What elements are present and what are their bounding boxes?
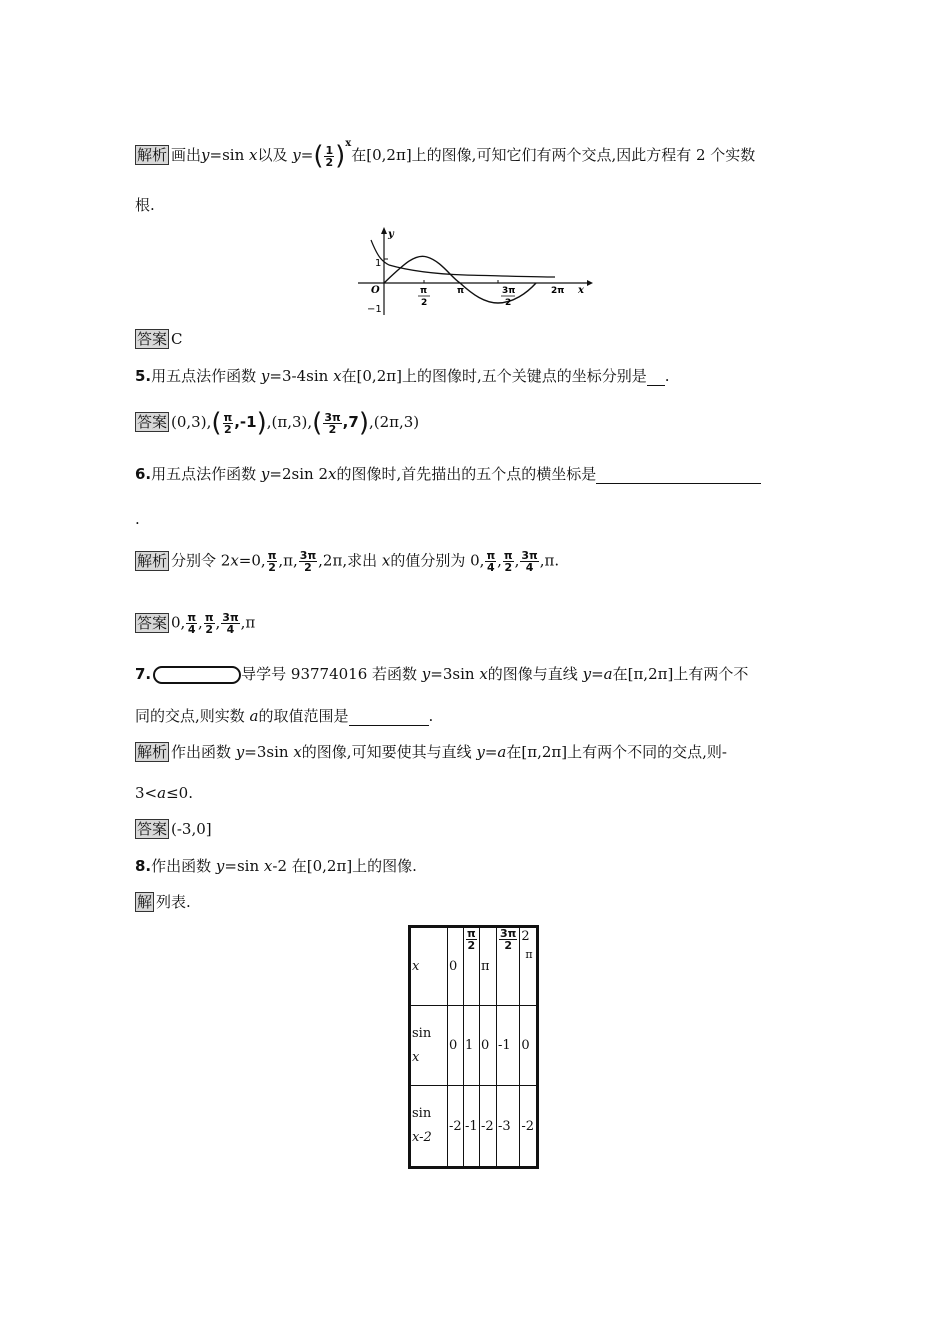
y-label: y (388, 229, 394, 240)
x-tick-pi-half-den: 2 (421, 298, 428, 308)
table-row: sin x-2 -2 -1 -2 -3 -2 (410, 1086, 538, 1168)
question-6-dot: . (135, 510, 140, 528)
answer-blank (349, 711, 429, 726)
answer-tag: 答案 (137, 413, 168, 431)
analysis-tag: 解析 (137, 743, 168, 761)
answer-4: 答案 C (137, 330, 183, 348)
table-row: sin x 0 1 0 -1 0 (410, 1006, 538, 1086)
analysis-tag: 解析 (137, 146, 168, 164)
question-5: 5.用五点法作函数 y=3-4sin x在[0,2π]上的图像时,五个关键点的坐标分别是 . (135, 367, 670, 385)
answer-6: 答案 0, $\frac{\pi}{4}$ , $\frac{\pi}{2}$ , $\frac{3\pi}{4}$ ,π (137, 611, 256, 636)
fraction-half: $\frac{1}{2}$ (325, 143, 334, 169)
origin-label: O (371, 285, 380, 296)
exponential-curve (371, 240, 555, 277)
table-row: x 0 $\frac{\pi}{2}$ π $\frac{3\pi}{2}$ 2 π (410, 927, 538, 1006)
answer-tag: 答案 (137, 613, 168, 632)
x-tick-3pi-half-den: 2 (505, 298, 512, 308)
question-8: 8.作出函数 y=sin x-2 在[0,2π]上的图像. (135, 857, 417, 875)
answer-7: 答案 (-3,0] (137, 820, 212, 838)
solution-tag: 解 (137, 893, 153, 911)
x-tick-3pi-half-num: 3π (502, 286, 516, 296)
question-6: 6.用五点法作函数 y=2sin 2x的图像时,首先描出的五个点的横坐标是 (135, 464, 761, 484)
answer-blank (596, 469, 761, 484)
x-label: x (578, 285, 584, 296)
solution-4-line1: 解析 画出y=sin x以及 y=( $\frac{1}{2}$ )$^x$在[0,2π]上的图像,可知它们有两个交点,因此方程有 2 个实数 (137, 138, 756, 171)
y-tick-1: 1 (375, 258, 382, 269)
solution-8: 解 列表. (137, 893, 191, 911)
x-tick-pi: π (457, 286, 465, 296)
sine-exponential-graph (355, 225, 595, 317)
answer-5: 答案 (0,3),( $\frac{\pi}{2}$ ,-1),(π,3),( $\frac{3\pi}{2}$ ,7),(2π,3) (137, 408, 420, 438)
answer-tag: 答案 (137, 330, 168, 348)
answer-blank (647, 371, 665, 386)
x-axis-arrow (587, 280, 593, 286)
question-7-line1: 7. 导学号 93774016 若函数 y=3sin x的图像与直线 y=a在[π,2π]上有两个不 (135, 665, 749, 683)
question-7-line2: 同的交点,则实数 a的取值范围是 . (135, 707, 434, 725)
value-table (408, 925, 539, 1169)
x-tick-pi-half-num: π (420, 286, 428, 296)
y-axis-arrow (381, 227, 387, 234)
y-tick-neg1: −1 (367, 304, 382, 315)
solution-7-line2: 3<a≤0. (135, 784, 193, 802)
badge-pill (153, 666, 241, 684)
analysis-tag: 解析 (137, 551, 168, 570)
solution-6: 解析 分别令 2x=0, $\frac{\pi}{2}$ ,π, $\frac{3\pi}{2}$ ,2π,求出 x的值分别为 0, $\frac{\pi}{4}$ , $\frac{\pi}{2}$ , $\frac{3\pi}{4}$ ,π. (137, 549, 560, 574)
solution-4-line2: 根. (135, 196, 155, 214)
x-tick-2pi: 2π (551, 286, 565, 296)
solution-7-line1: 解析 作出函数 y=3sin x的图像,可知要使其与直线 y=a在[π,2π]上有两个不同的交点,则- (137, 743, 727, 761)
answer-tag: 答案 (137, 820, 168, 838)
